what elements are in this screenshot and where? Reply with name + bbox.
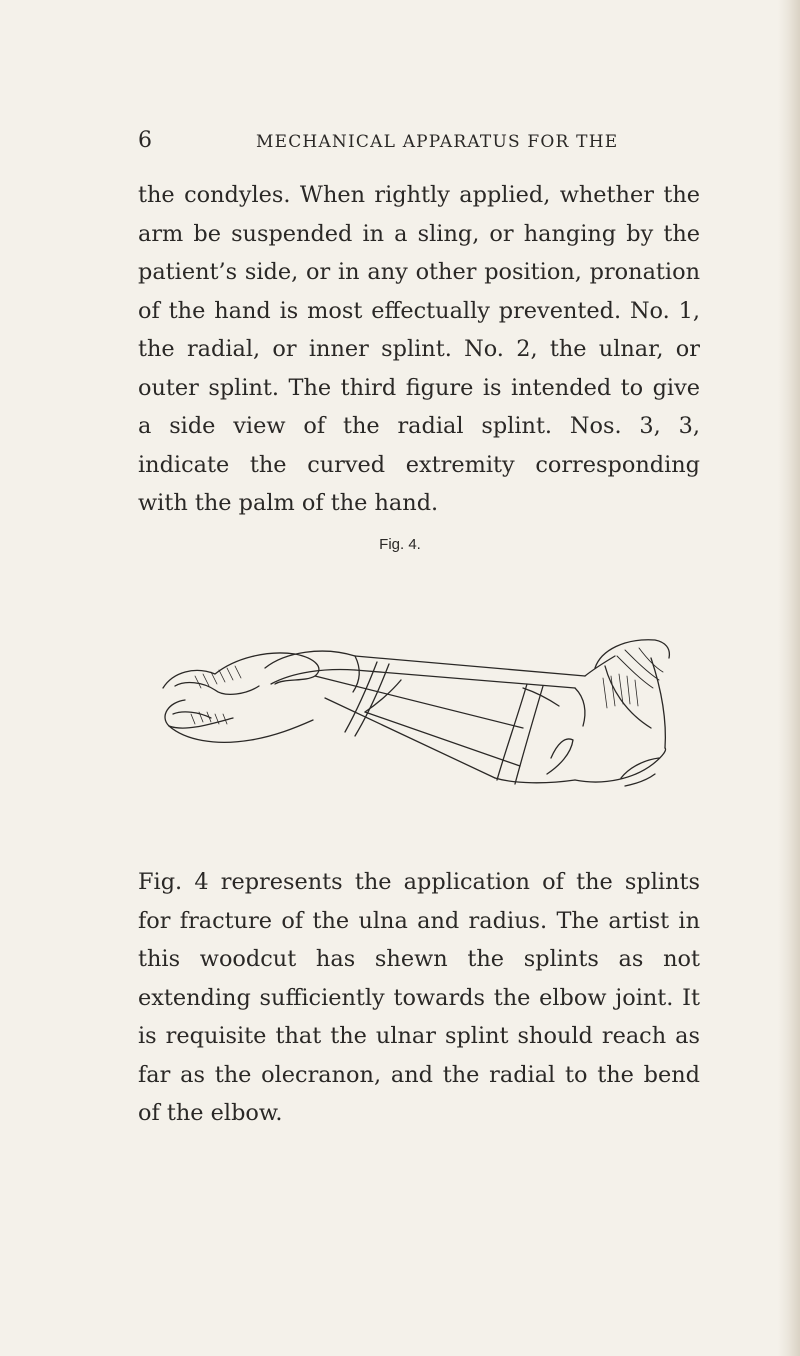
paragraph-2: Fig. 4 represents the application of the splints for fracture of the ulna and radius. The artist in this woodcut has shewn the splints as not extending sufficiently towards the elbow joint. It is requisite that the ulnar splint should reach as far as the olecranon, and the radial to the bend of the elbow. [138, 869, 700, 1126]
figure-caption: Fig. 4. [379, 536, 421, 553]
figure-4-splints-illustration [155, 628, 685, 788]
running-head: MECHANICAL APPARATUS FOR THE [256, 132, 619, 152]
page-number: 6 [138, 128, 152, 153]
page-edge-shadow [778, 0, 800, 1356]
page-header [138, 128, 698, 158]
paragraph-1: the condyles. When rightly applied, whether the arm be suspended in a sling, or hanging by the patient’s side, or in any other position, pronation of the hand is most effectually prevented. No. 1, the radial, or inner splint. No. 2, the ulnar, or outer splint. The third figure is intended to give a side view of the radial splint. Nos. 3, 3, indicate the curved extremity corresponding with the palm of the hand. [138, 182, 700, 516]
